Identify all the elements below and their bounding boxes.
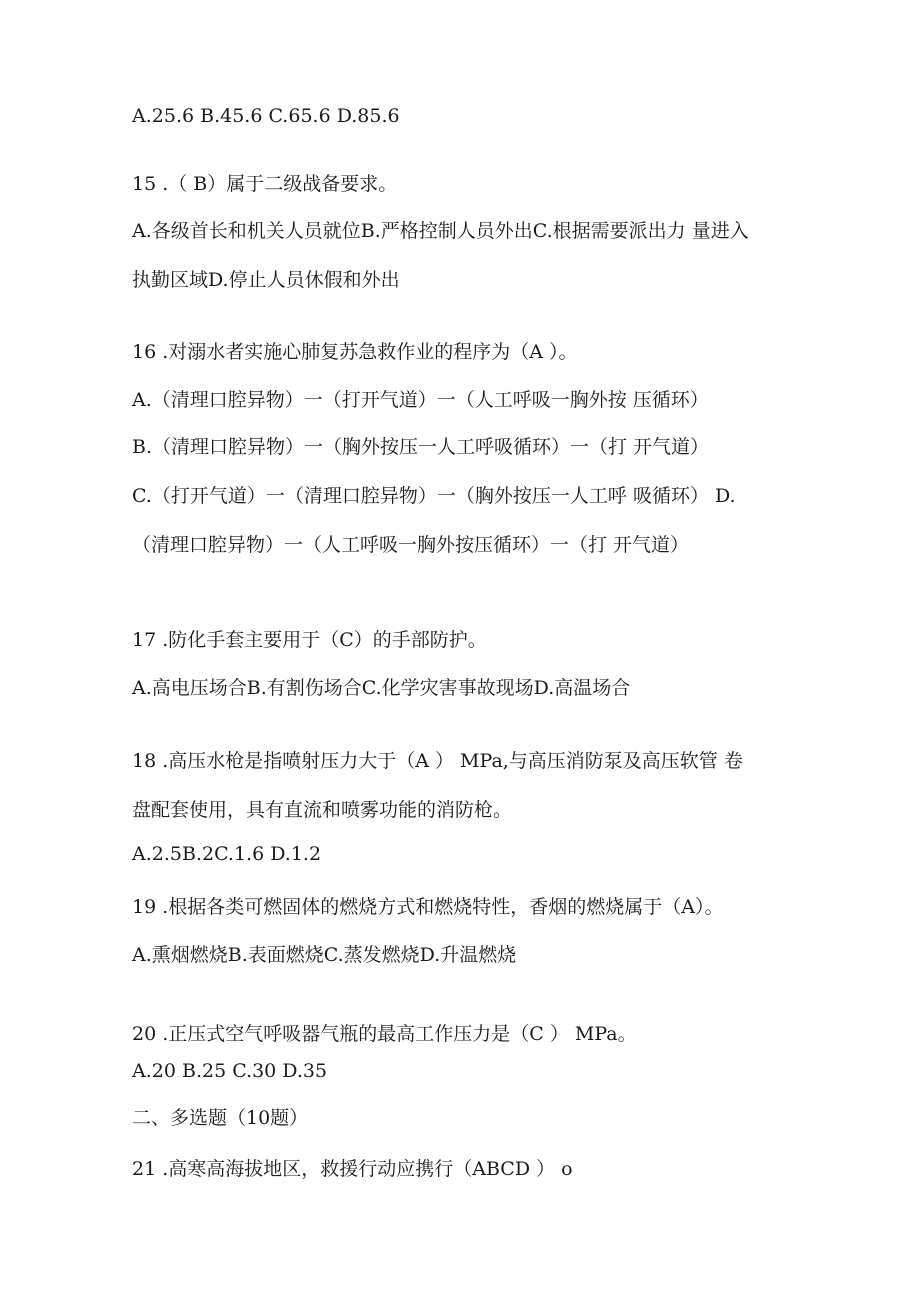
q19-options: A.熏烟燃烧B.表面燃烧C.蒸发燃烧D.升温燃烧 — [132, 944, 517, 966]
q15-question: 15 .（ B）属于二级战备要求。 — [132, 173, 398, 195]
q15-options-line-1: A.各级首长和机关人员就位B.严格控制人员外出C.根据需要派出力 量进入 — [132, 220, 749, 242]
q16-option-b: B.（清理口腔异物）一（胸外按压一人工呼吸循环）一（打 开气道） — [132, 436, 710, 458]
section-heading-multiple-choice: 二、多选题（10题） — [132, 1107, 309, 1129]
q16-option-c: C.（打开气道）一（清理口腔异物）一（胸外按压一人工呼 吸循环） D. — [132, 485, 736, 507]
q18-options: A.2.5B.2C.1.6 D.1.2 — [132, 843, 322, 865]
q19-question: 19 .根据各类可燃固体的燃烧方式和燃烧特性，香烟的燃烧属于（A）。 — [132, 896, 724, 918]
q18-question-line-2: 盘配套使用，具有直流和喷雾功能的消防枪。 — [132, 799, 513, 821]
q16-option-d: （清理口腔异物）一（人工呼吸一胸外按压循环）一（打 开气道） — [132, 534, 690, 556]
q20-question: 20 .正压式空气呼吸器气瓶的最高工作压力是（C ） MPa。 — [132, 1023, 637, 1045]
q17-options: A.高电压场合B.有割伤场合C.化学灾害事故现场D.高温场合 — [132, 677, 631, 699]
q17-question: 17 .防化手套主要用于（C）的手部防护。 — [132, 629, 487, 651]
q18-question-line-1: 18 .高压水枪是指喷射压力大于（A ） MPa,与高压消防泵及高压软管 卷 — [132, 750, 743, 772]
q16-question: 16 .对溺水者实施心肺复苏急救作业的程序为（A ）。 — [132, 341, 578, 363]
q16-option-a: A.（清理口腔异物）一（打开气道）一（人工呼吸一胸外按 压循环） — [132, 389, 709, 411]
q14-options: A.25.6 B.45.6 C.65.6 D.85.6 — [132, 105, 400, 127]
q20-options: A.20 B.25 C.30 D.35 — [132, 1060, 328, 1082]
q21-question: 21 .高寒高海拔地区，救援行动应携行（ABCD ） o — [132, 1158, 573, 1180]
q15-options-line-2: 执勤区域D.停止人员休假和外出 — [132, 269, 400, 291]
